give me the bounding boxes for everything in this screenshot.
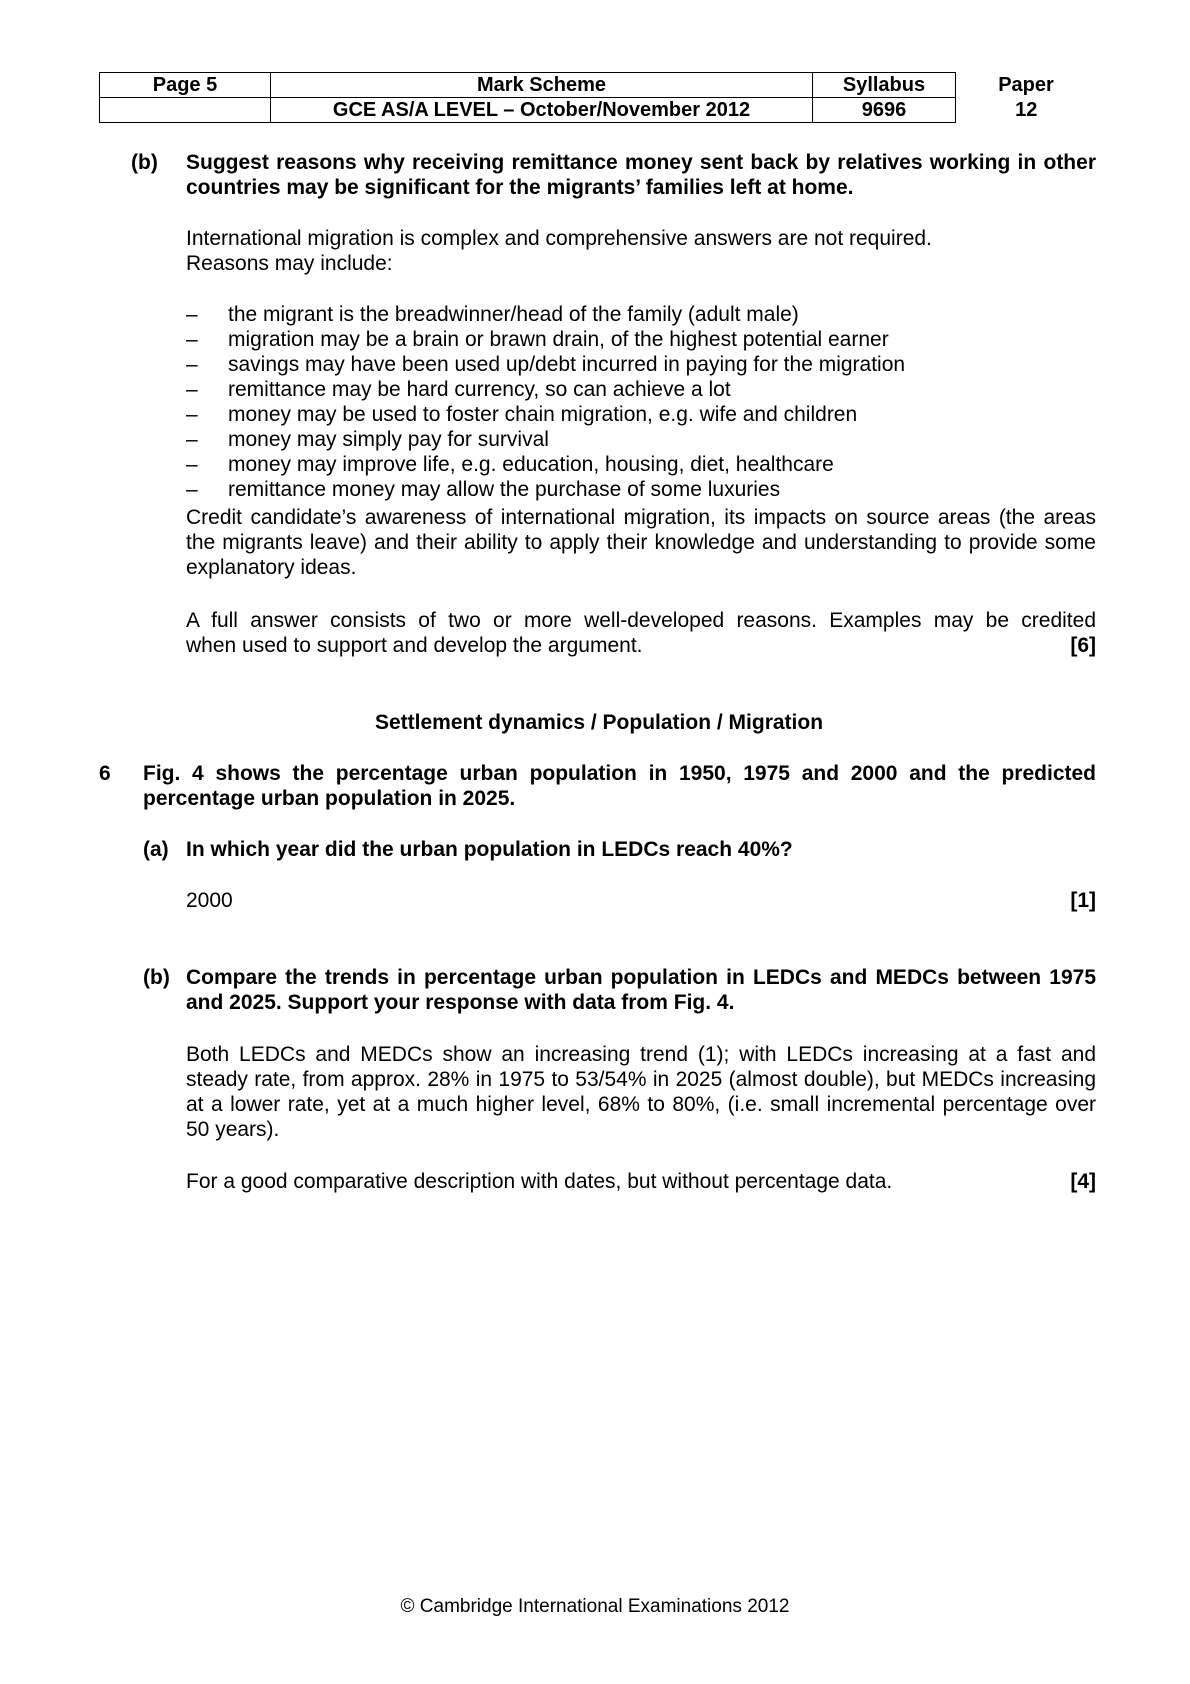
- q5b-intro: [186, 226, 1096, 276]
- q6a-question: In which year did the urban population in LEDCs reach 40%?: [186, 838, 793, 861]
- q5b-credit-text: Credit candidate’s awareness of international migration, its impacts on source areas (the areas the migrants leave) and their ability to apply their knowledge and understanding to provide some explanatory ideas.: [186, 506, 1096, 579]
- section-title: Settlement dynamics / Population / Migration: [374, 711, 824, 734]
- q6a-answer-row: [186, 888, 1096, 913]
- list-item: – savings may have been used up/debt incurred in paying for the migration: [186, 353, 906, 376]
- list-item: – money may improve life, e.g. education, housing, diet, healthcare: [186, 453, 834, 476]
- list-item: – money may be used to foster chain migration, e.g. wife and children: [186, 403, 858, 426]
- header-page: Page 5: [100, 73, 271, 98]
- list-item: – migration may be a brain or brawn drain, of the highest potential earner: [186, 328, 889, 351]
- page-footer: © Cambridge International Examinations 2012: [400, 1596, 790, 1617]
- q5b-label: (b): [131, 151, 158, 174]
- q6b-marks: [4]: [1070, 1170, 1096, 1193]
- q5b-full-answer: [186, 608, 1096, 658]
- q6a-answer: 2000: [186, 889, 233, 912]
- list-item: – remittance money may allow the purchase of some luxuries: [186, 478, 781, 501]
- list-item: – money may simply pay for survival: [186, 428, 549, 451]
- header-table: [99, 72, 1097, 123]
- header-syllabus-label: Syllabus: [813, 73, 956, 98]
- q5b-intro-line2: Reasons may include:: [186, 252, 393, 275]
- q6-stem: Fig. 4 shows the percentage urban population in 1950, 1975 and 2000 and the predicted percentage urban population in 2025.: [143, 762, 1096, 810]
- q5b-reasons-list: [186, 302, 1096, 502]
- q5b-question: Suggest reasons why receiving remittance money sent back by relatives working in other countries may be significant for the migrants’ families left at home.: [186, 151, 1096, 199]
- q6b-answer: Both LEDCs and MEDCs show an increasing trend (1); with LEDCs increasing at a fast and steady rate, from approx. 28% in 1975 to 53/54% in 2025 (almost double), but MEDCs increasing at a lower rate, yet at a much higher level, 68% to 80%, (i.e. small incremental percentage over 50 years).: [186, 1043, 1096, 1141]
- q6b-note: For a good comparative description with dates, but without percentage data.: [186, 1170, 893, 1193]
- q6a-marks: [1]: [1070, 889, 1096, 912]
- header-paper-value: 12: [1015, 99, 1038, 121]
- q6b-label: (b): [143, 966, 170, 989]
- list-item: – the migrant is the breadwinner/head of the family (adult male): [186, 303, 799, 326]
- list-item: – remittance may be hard currency, so can achieve a lot: [186, 378, 731, 401]
- q6-number: 6: [99, 762, 111, 785]
- header-subtitle: GCE AS/A LEVEL – October/November 2012: [271, 98, 813, 123]
- q6b-note-row: [186, 1169, 1096, 1194]
- q5b-intro-line1: International migration is complex and comprehensive answers are not required.: [186, 227, 932, 250]
- q6b-question: Compare the trends in percentage urban population in LEDCs and MEDCs between 1975 and 2025. Support your response with data from Fig. 4.: [186, 966, 1096, 1014]
- header-title: Mark Scheme: [271, 73, 813, 98]
- q6a-label: (a): [143, 838, 169, 861]
- header-syllabus-value: 9696: [813, 98, 956, 123]
- q5b-full-answer-line1: A full answer consists of two or more well-developed reasons. Examples may be credited: [186, 609, 1096, 632]
- q5b-full-answer-line2: when used to support and develop the argument.: [186, 634, 643, 657]
- header-empty-cell: [100, 98, 271, 123]
- header-paper-label: Paper: [998, 74, 1054, 96]
- q5b-marks: [6]: [1070, 634, 1096, 657]
